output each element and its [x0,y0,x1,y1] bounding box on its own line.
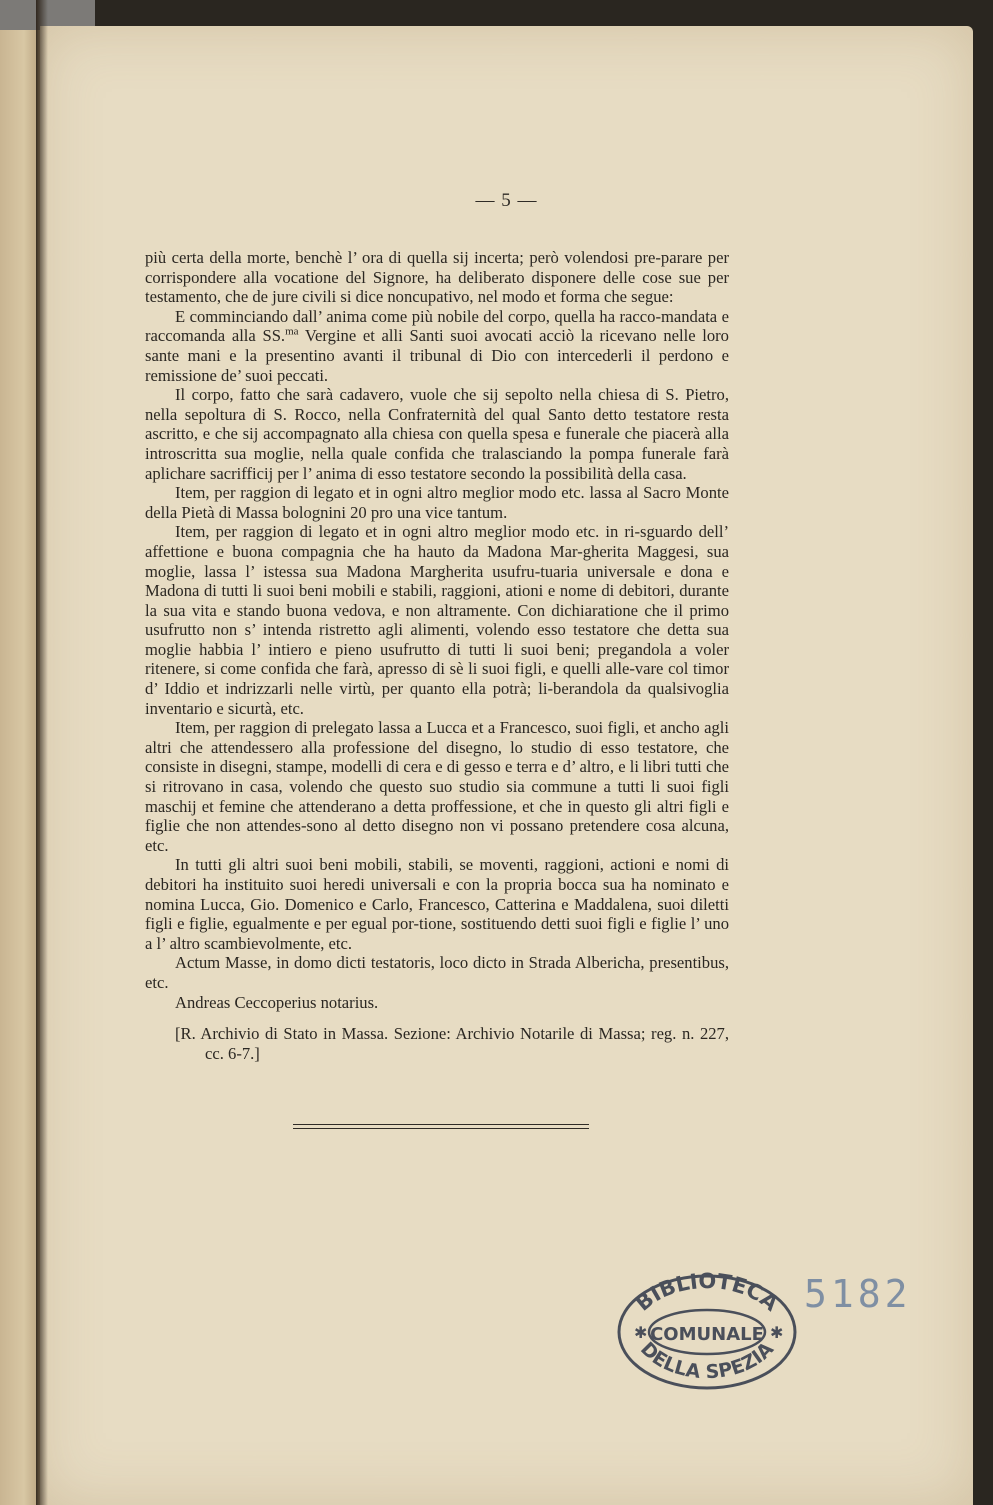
library-stamp [612,1270,802,1390]
paragraph-1: più certa della morte, benchè l’ ora di quella sij incerta; però volendosi pre-parare per corrispondere alla vocatione del Signore, ha deliberato disponere delle cose sue per testamento, che de jure civili si dice noncupativo, nel modo et forma che segue: [145,248,729,307]
archive-citation: [R. Archivio di Stato in Massa. Sezione: Archivio Notarile di Massa; reg. n. 227, cc. 6-7.] [175,1024,729,1063]
paragraph-7: In tutti gli altri suoi beni mobili, stabili, se moventi, raggioni, actioni e nomi di debitori ha instituito suoi heredi universali e con la propria bocca sua ha nominato e nomina Lucca, Gio. Domenico e Carlo, Francesco, Catterina e Maddalena, suoi diletti figli e figlie, egualmente e per egual por-tione, sostituendo detti suoi figli e figlie l’ uno a l’ altro scambievolmente, etc. [145,855,729,953]
paragraph-2: E comminciando dall’ anima come più nobile del corpo, quella ha racco-mandata e raccomanda alla SS.$^{ma}$ Vergine et alli Santi suoi avocati acciò la ricevano nelle loro sante mani e la presentino avanti il tribunal di Dio con intercederli il perdono e remissione de’ suoi peccati. [145,306,729,385]
book-page [40,26,973,1505]
star-icon: ✱ [770,1323,784,1342]
spine-shadow [36,0,48,1505]
paragraph-3: Il corpo, fatto che sarà cadavero, vuole che sij sepolto nella chiesa di S. Pietro, nella sepoltura di S. Rocco, nella Confraternità del qual Santo detto testatore resta ascritto, e che sij accompagnato alla chiesa con quella spesa e funerale che piacerà alla introscritta sua moglie, nella quale confida che tralasciando la pompa funerale farà aplichare sacrifficij per l’ anima di esso testatore secondo la possibilità della casa. [145,385,729,483]
inventory-number: 5182 [804,1272,912,1316]
stamp-middle-text: COMUNALE [650,1324,764,1345]
star-icon: ✱ [634,1323,648,1342]
rule-bottom [293,1128,589,1129]
page-number: — 5 — [475,190,538,211]
rule-top [293,1124,589,1125]
paragraph-4: Item, per raggion di legato et in ogni altro meglior modo etc. lassa al Sacro Monte della Pietà di Massa bolognini 20 pro una vice tantum. [145,483,729,522]
facing-page-edge [0,0,40,1505]
paragraph-5: Item, per raggion di legato et in ogni altro meglior modo etc. in ri-sguardo dell’ affettione e buona compagnia che ha hauto da Madona Mar-gherita Maggesi, sua moglie, lassa l’ istessa sua Madona Margherita usufru-tuaria universale e dona e Madona di tutti li suoi beni mobili e stabili, raggioni, ationi e nome di debitori, durante la sua vita e stando buona vedova, e non altramente. Con dichiaratione che il primo usufrutto non s’ intenda ristretto agli alimenti, volendo esso testatore che detta sua moglie habbia l’ intiero e pieno usufrutto di tutti li suoi beni; pregandola a voler ritenere, si come confida che farà, apresso di sè li suoi figli, e quelli alle-vare col timor d’ Iddio et indrizzarli nelle virtù, per quanto ella potrà; li-berandola da qualsivoglia inventario e sicurtà, etc. [145,522,729,718]
paragraph-9: Andreas Ceccoperius notarius. [175,992,379,1012]
stamp-top-text: BIBLIOTECA [630,1270,783,1316]
paragraph-8: Actum Masse, in domo dicti testatoris, loco dicto in Strada Albericha, presentibus, etc. [145,953,729,992]
paragraph-6: Item, per raggion di prelegato lassa a Lucca et a Francesco, suoi figli, et ancho agli altri che attendessero alla professione del disegno, lo studio di esso testatore, che consiste in disegni, stampe, modelli di cera e di gesso e terra e d’ altro, e li libri tutti che si ritrovano in casa, volendo che questo suo studio sia commune a tutti li suoi figli maschij et femine che attenderano a detta proffessione, et che in questo gli altri figli e figlie che non attendes-sono al detto disegno non vi possano pretendere cosa alcuna, etc. [145,718,729,855]
stamp-bottom-text: DELLA SPEZIA [636,1337,778,1384]
body-text [145,248,729,1063]
